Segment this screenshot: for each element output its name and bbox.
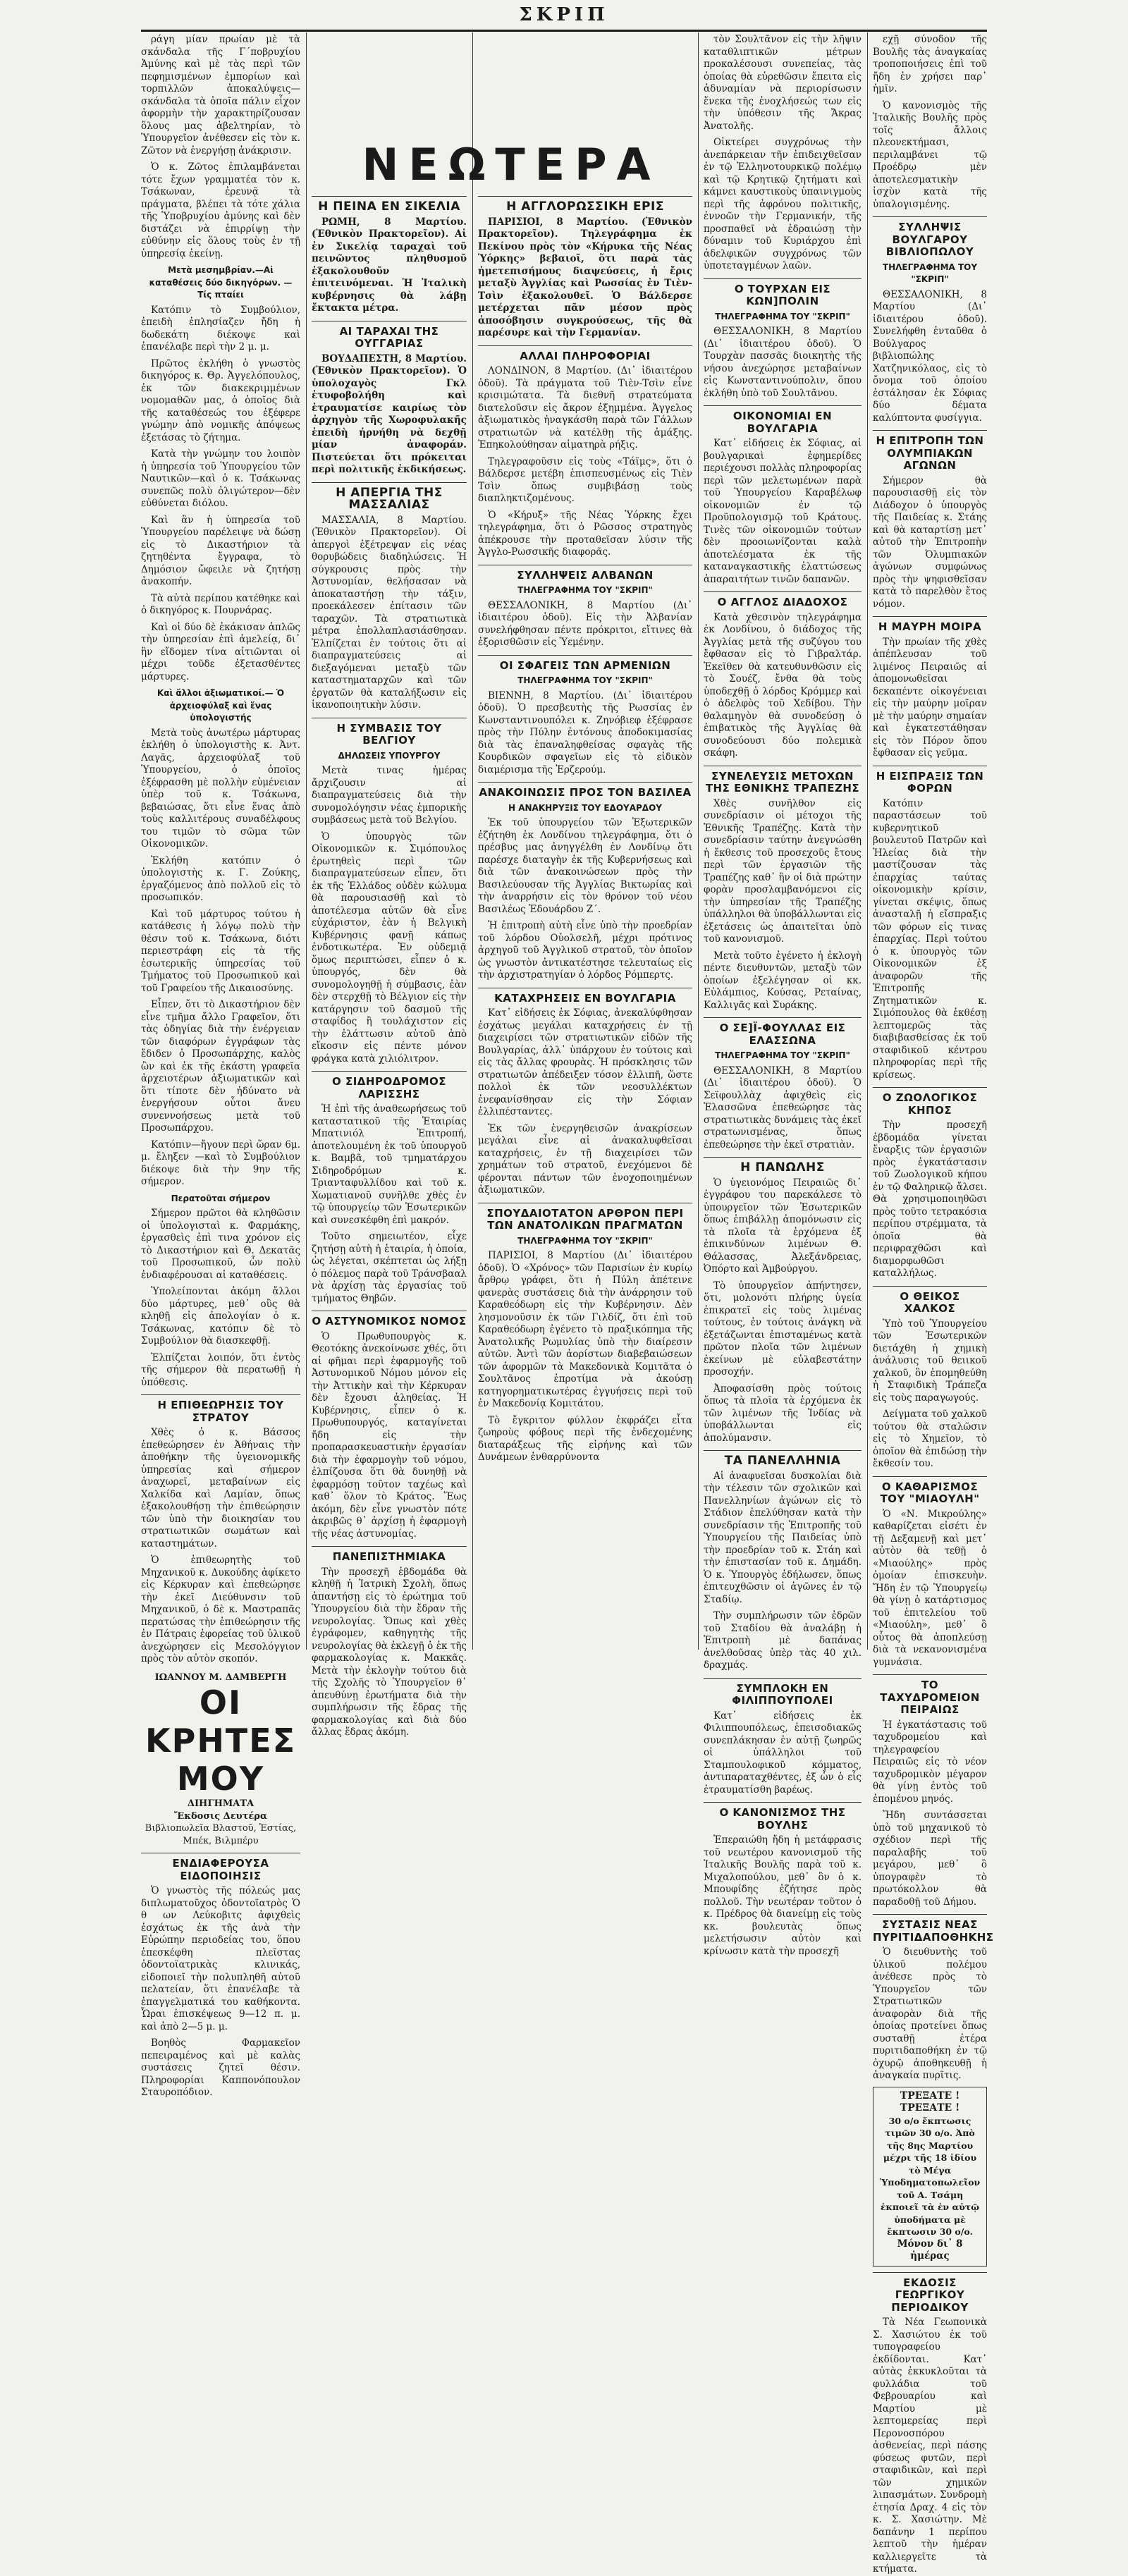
- paragraph: Κατ᾿ εἰδήσεις ἐκ Φιλιππουπόλεως, ἐπεισοδιακῶς συνεπλάκησαν ἐν αὐτῇ ζωηρῶς οἱ ὑπάλληλοι τοῦ Σταμπουλοφικοῦ κόμματος, ἀντιπαραταχθέντες, ἐξ ὧν ὁ εἷς ἐτραυματίσθη βαρέως.: [704, 1710, 862, 1796]
- article-heading: Ο ΣΕ]Ϊ-ΦΟΥΛΛΑΣ ΕΙΣ ΕΛΑΣΣΩΝΑ: [704, 1017, 862, 1047]
- paragraph: Ὁ γνωστὸς τῆς πόλεώς μας διπλωματοῦχος ὀδοντοϊατρὸς Ὁ θ ων Λεύκοβιτς ἀφιχθεὶς ἐσχάτως ἐκ τῆς ἀνὰ τὴν Εὐρώπην περιοδείας του, ὅπου ἐπεσκέφθη πλεῖστας ὀδοντοϊατρικὰς κλινικάς, εἰδοποιεῖ τὴν πολυπληθῆ αὐτοῦ πελατείαν, ὅτι ἐπανέλαβε τὰ ἐπαγγελματικά του καθήκοντα. Ὧραι ἐπισκέψεως 9—12 π. μ. καὶ ἀπὸ 2—5 μ. μ.: [141, 1885, 300, 2032]
- paragraph: Ἡ ἐπὶ τῆς ἀναθεωρήσεως τοῦ καταστατικοῦ τῆς Ἑταιρίας Μπατινιόλ Ἐπιτροπή, ἀποτελουμένη ἐκ τοῦ ὑπουργοῦ κ. Βαμβᾶ, τοῦ τμηματάρχου Σιδηροδρόμων κ. Τριανταφυλλίδου καὶ τοῦ κ. Χωματιανοῦ συνῆλθε χθὲς ἐν τῷ ὑπουργείῳ τῶν Ἐσωτερικῶν καὶ συνεσκέφθη ἐπὶ μακρόν.: [312, 1103, 467, 1226]
- paragraph: εχῇ σύνοδον τῆς Βουλῆς τὰς ἀναγκαίας τροποποιήσεις ἐπὶ τοῦ ἤδη ἐν χρήσει παρ᾿ ἡμῖν.: [873, 34, 987, 94]
- paragraph: Τοῦτο σημειωτέον, εἶχε ζητήσῃ αὐτὴ ἡ ἑταιρία, ἡ ὁποία, ὡς λέγεται, σκέπτεται ὡς λήξῃ ὁ πόλεμος παρὰ τοῦ Τράνσβααλ νὰ ἀρχίσῃ τὰς ἐργασίας τοῦ τμήματος Θηβῶν.: [312, 1231, 467, 1304]
- paragraph: Καὶ τοῦ μάρτυρος τούτου ἡ κατάθεσις ἡ λόγῳ πολὺ τὴν θέσιν τοῦ κ. Τσάκωνα, διότι περιεστράφη εἰς τὰ τῆς ἐσωτερικῆς ὑπηρεσίας τοῦ Τμήματος τοῦ Προσωπικοῦ καὶ τοῦ Γραφείου τῆς Δικαιοσύνης.: [141, 908, 300, 994]
- column-5: [873, 34, 994, 2575]
- article-heading: ΣΥΜΠΛΟΚΗ ΕΝ ΦΙΛΙΠΠΟΥΠΟΛΕΙ: [704, 1678, 862, 1707]
- paragraph: Ὁ ὑγειονόμος Πειραιῶς δι᾿ ἐγγράφου του παρεκάλεσε τὸ ὑπουργεῖον τῶν Ἐσωτερικῶν ὅπως ἐπιβάλλῃ ἀπομόνωσιν εἰς τὰ πλοῖα τὰ ἐρχόμενα ἐξ ἐπικινδύνων λιμένων Θ. Θάλασσας, Ἀλεξάνδρειας, Ὀπόρτο καὶ Ἀμβούργου.: [704, 1177, 862, 1275]
- paragraph: Ἡ ἐπιτροπὴ αὐτὴ εἶνε ὑπὸ τὴν προεδρίαν τοῦ λόρδου Οὐολσελῆ, μέχρι πρότινος ἀρχηγοῦ τοῦ Ἀγγλικοῦ στρατοῦ, τὸν ὁποῖον ὡς γνωστὸν ἀντικατέστησε τελευταίως εἰς τὴν ἀρχιστρατηγίαν ὁ λόρδος Ρόμπερτς.: [478, 920, 692, 981]
- paragraph: ΒΟΥΔΑΠΕΣΤΗ, 8 Μαρτίου. (Ἐθνικὸν Πρακτορεῖον). Ὁ ὑπολοχαγὸς Γκλ ἐτυφοβολήθη καὶ ἐτραυματίσε καιρίως τὸν ἀρχηγὸν τῆς Χωροφυλακῆς ἐπειδὴ ἠρνήθη νὰ δεχθῇ μίαν ἀναφοράν. Πιστεύεται ὅτι πρόκειται περὶ πολιτικῆς ἐκδικήσεως.: [312, 352, 467, 475]
- article-heading: ΟΙ ΣΦΑΓΕΙΣ ΤΩΝ ΑΡΜΕΝΙΩΝ: [478, 655, 692, 673]
- article-heading: Η ΑΓΓΛΟΡΩΣΣΙΚΗ ΕΡΙΣ: [478, 196, 692, 214]
- paragraph: ΠΑΡΙΣΙΟΙ, 8 Μαρτίου. (Ἐθνικὸν Πρακτορεῖον). Τηλεγράφημα ἐκ Πεκίνου πρὸς τὸν «Κήρυκα τῆς Νέας Ὑόρκης» βεβαιοῖ, ὅτι παρὰ τὰς ἡμετεπισήμους διαψεύσεις, ἡ ἔρις μεταξὺ Ἀγγλίας καὶ Ρωσσίας ἐν Τιὲν-Τσὶν ἐξακολουθεῖ. Ὁ Βάλδερσε μετέρχεται πᾶν μέσον πρὸς ἀποσόβησιν συγκρούσεως, τῆς θὰ παρέσυρε καὶ τὴν Γερμανίαν.: [478, 216, 692, 338]
- paragraph: Ὑπὸ τοῦ Ὑπουργείου τῶν Ἐσωτερικῶν διετάχθη ἡ χημικὴ ἀνάλυσις τοῦ θειικοῦ χαλκοῦ, ὃν ἐπομηθεύθη ἡ Σταφιδικὴ Τράπεζα εἰς τοὺς παραγωγούς.: [873, 1318, 987, 1404]
- article-heading: Ο ΤΟΥΡΧΑΝ ΕΙΣ ΚΩΝ]ΠΟΛΙΝ: [704, 278, 862, 308]
- article-heading: Ο ΣΙΔΗΡΟΔΡΟΜΟΣ ΛΑΡΙΣΣΗΣ: [312, 1071, 467, 1100]
- paragraph: τὸν Σουλτᾶνον εἰς τὴν λῆψιν καταθλιπτικῶν μέτρων προκαλέσουσι συνεπείας, τὰς ὁποίας θὰ εὑρεθῶσιν ἔπειτα εἰς ἀδυναμίαν νὰ περιορίσωσιν ἕνεκα τῆς ἐνοχλήσεώς των εἰς τὴν ὑπόθεσιν τῆς Ἄκρας Ἀνατολῆς.: [704, 34, 862, 132]
- paragraph: Ἡ ἐγκατάστασις τοῦ ταχυδρομείου καὶ τηλεγραφείου Πειραιῶς εἰς τὸ νέον ταχυδρομικὸν μέγαρον θὰ γίνῃ ἐντὸς τοῦ ἐπομένου μηνός.: [873, 1719, 987, 1805]
- paragraph: Τὸ ὑπουργεῖον ἀπήντησεν, ὅτι, μολονότι πλήρης ὑγεία ἐπικρατεῖ εἰς τοὺς λιμένας τούτους, ἐν τούτοις ἀνάγκη νὰ ἐξετάζωνται ἐπισταμένως κατὰ πρῶτον πλοῖα τῶν λιμένων ἐκείνων μὲ εὐλαβεστάτην προσοχήν.: [704, 1280, 862, 1378]
- paragraph: Ὁ διευθυντὴς τοῦ ὑλικοῦ πολέμου ἀνέθεσε πρὸς τὸ Ὑπουργεῖον τῶν Στρατιωτικῶν ἀναφορὰν διὰ τῆς ὁποίας προτείνει ὅπως συσταθῇ ἑτέρα πυριτιδαποθήκη ἐν τῷ ὀχυρῷ ἀποθηκευθῇ ἡ ἀναγκαία πυρῖτις.: [873, 1946, 987, 2081]
- masthead: ΣΚΡΙΠ: [519, 4, 609, 25]
- paragraph: Ὁ «Κήρυξ» τῆς Νέας Ὑόρκης ἔχει τηλεγράφημα, ὅτι ὁ Ρῶσσος στρατηγὸς ἀπέκρουσε τὴν προταθεῖσαν λύσιν τῆς Ἀγγλο-Ρωσσικῆς διαφορᾶς.: [478, 509, 692, 558]
- paragraph: Ἐπεραιώθη ἤδη ἡ μετάφρασις τοῦ νεωτέρου κανονισμοῦ τῆς Ἰταλικῆς Βουλῆς παρὰ τοῦ κ. Μιχαλοπούλου, μεθ᾿ ὃν ὁ κ. Μπουφίδης ἐζήτησε πρὸς πολλοῦ. Τὴν νεωτέραν τοῦτον ὁ κ. Πρέδρος θὰ διανείμῃ εἰς τοὺς κκ. βουλευτὰς ὅπως μελετήσωσιν αὐτὸν καὶ κρίνωσιν κατὰ τὴν προσεχῆ: [704, 1834, 862, 1957]
- paragraph: Χθὲς ὁ κ. Βάσσος ἐπεθεώρησεν ἐν Ἀθήναις τὴν ἀποθήκην τῆς ὑγειονομικῆς ὑπηρεσίας καὶ σήμερον ἀναχωρεῖ, μεταβαίνων εἰς Χαλκίδα καὶ Λαμίαν, ὅπως ἐξακολουθήσῃ τὴν ἐπιθεώρησιν τῶν ὑπὸ τὴν διοικησίαν του στρατιωτικῶν σωμάτων καὶ καταστημάτων.: [141, 1427, 300, 1550]
- article-heading: ΕΚΔΟΣΙΣ ΓΕΩΡΓΙΚΟΥ ΠΕΡΙΟΔΙΚΟΥ: [873, 2272, 987, 2314]
- novel-author: ΙΩΑΝΝΟΥ Μ. ΔΑΜΒΕΡΓΗ: [154, 1672, 287, 1683]
- paragraph: Εἶπεν, ὅτι τὸ Δικαστήριον δὲν εἶνε τμῆμα ἄλλο Γραφεῖον, ὅτι τὰς ὁδηγίας διὰ τὴν ἐνέργειαν τῶν διαφόρων ἐγγράφων τὰς ἔδιδεν ὁ Προσωπάρχης, καλὸς ὢν καὶ ἐκ τῆς ἐκάστη γραφεῖα ἀρχειοτέρων ἀξιωματικῶν καὶ ὅτι τίποτε δὲν ἠδύνατο νὰ ἐνεργήσουν οὗτοι ἄνευ συνεννοήσεως μετὰ τοῦ Προσωπάρχου.: [141, 999, 300, 1134]
- paragraph: Αἱ ἀναφυεῖσαι δυσκολίαι διὰ τὴν τέλεσιν τῶν σχολικῶν καὶ Πανελληνίων ἀγώνων εἰς τὸ Στάδιον ἐπελύθησαν κατὰ τὴν συνεδρίασιν τῆς Ἐπιτροπῆς τοῦ Ὑπουργείου τῆς Παιδείας ὑπὸ τὴν προεδρίαν τοῦ κ. Στάη καὶ τὴν ἐπιστασίαν τοῦ κ. Δημάδη. Ὁ κ. Ὑπουργὸς ἐδήλωσεν, ὅπως ἐπιτευχθῶσιν οἱ ἀγῶνες ἐν τῷ Σταδίῳ.: [704, 1470, 862, 1605]
- paragraph: Κατὰ χθεσινὸν τηλεγράφημα ἐκ Λονδίνου, ὁ διάδοχος τῆς Ἀγγλίας μετὰ τῆς συζύγου του ἔφθασαν εἰς τὸ Γιβραλτάρ. Ἐκεῖθεν θὰ κατευθυνθῶσιν εἰς τὸ Σουέζ, ἔνθα θὰ τοὺς ὑποδεχθῇ ὁ λόρδος Κρόμμερ καὶ ὁ ἀδελφὸς τοῦ Χεδίβου. Τὴν θαλαμηγὸν θὰ συνοδεύσῃ ὁ ἐπιβατικὸς τῆς Ἀγγλίας θὰ συνοδεύουσι δύο πολεμικὰ σκάφη.: [704, 611, 862, 759]
- article-heading: Ο ΑΓΓΛΟΣ ΔΙΑΔΟΧΟΣ: [704, 591, 862, 609]
- column-divider: [472, 32, 473, 1650]
- article-heading: Ο ΑΣΤΥΝΟΜΙΚΟΣ ΝΟΜΟΣ: [312, 1311, 467, 1328]
- advertisement-box: [873, 2087, 987, 2267]
- subheading: Περατοῦται σήμερον: [171, 1193, 271, 1203]
- paragraph: Ὁ κανονισμὸς τῆς Ἰταλικῆς Βουλῆς πρὸς τοῖς ἄλλοις πλεονεκτήμασι, περιλαμβάνει τῷ Προέδρῳ μὲν ἀποτελεσματικὴν ἰσχὺν κατὰ τῆς ὑπαλογισμένης.: [873, 99, 987, 210]
- article-heading: ΣΥΛΛΗΨΕΙΣ ΑΛΒΑΝΩΝ: [478, 565, 692, 582]
- article-heading: ΚΑΤΑΧΡΗΣΕΙΣ ΕΝ ΒΟΥΛΓΑΡΙΑ: [478, 988, 692, 1005]
- article-heading: ΤΑ ΠΑΝΕΛΛΗΝΙΑ: [704, 1450, 862, 1468]
- article-subheading: ΤΗΛΕΓΡΑΦΗΜΑ ΤΟΥ "ΣΚΡΙΠ": [715, 311, 850, 321]
- paragraph: ΛΟΝΔΙΝΟΝ, 8 Μαρτίου. (Δι᾿ ἰδιαιτέρου ὁδοῦ). Τὰ πράγματα τοῦ Τιὲν-Τσὶν εἶνε κρισιμώτατα. Τὰ διεθνῆ στρατεύματα διατελοῦσιν εἰς ἄκρον ἐξημμένα. Ἀγγελος ἀξιωματικὸς ἠναγκάσθη παρὰ τῶν Γάλλων στρατιωτῶν νὰ κατέλθῃ τῆς ἁμάξης. Ἐπηκολούθησαν αἱματηρὰ ρήξις.: [478, 365, 692, 450]
- article-heading: Η ΕΠΙΘΕΩΡΗΣΙΣ ΤΟΥ ΣΤΡΑΤΟΥ: [141, 1394, 300, 1424]
- article-heading: ΣΠΟΥΔΑΙΟΤΑΤΟΝ ΑΡΘΡΟΝ ΠΕΡΙ ΤΩΝ ΑΝΑΤΟΛΙΚΩΝ ΠΡΑΓΜΑΤΩΝ: [478, 1203, 692, 1232]
- paragraph: Ὁ ἐπιθεωρητὴς τοῦ Μηχανικοῦ κ. Δυκούδης ἀφίκετο εἰς Κέρκυραν καὶ ἐπεθεώρησε τὴν ἐκεῖ Διεύθυνσιν τοῦ Μηχανικοῦ, ὁ δὲ κ. Μαστραπᾶς περατώσας τὴν ἐπιθεώρησιν τῆς ἐν Πάτραις ἐφορείας τοῦ ὑλικοῦ ἀνεχώρησεν εἰς Μεσολόγγιον πρὸς τὸν αὐτὸν σκοπόν.: [141, 1554, 300, 1664]
- article-subheading: ΤΗΛΕΓΡΑΦΗΜΑ ΤΟΥ "ΣΚΡΙΠ": [882, 262, 978, 284]
- paragraph: ΒΙΕΝΝΗ, 8 Μαρτίου. (Δι᾿ ἰδιαιτέρου ὁδοῦ). Ὁ πρεσβευτὴς τῆς Ρωσσίας ἐν Κωνσταντινουπόλει κ. Ζηνόβιεφ ἐξέφρασε πρὸς τὴν Πύλην ἐντόνους ἀποδοκιμασίας διὰ τὰς ἐπαναληφθείσας σφαγὰς τῆς Κουρδικῶν σφαγεῖων εἰς τὸ εἰδικὸν διαμέρισμα τῆς Ἐρζερούμ.: [478, 689, 692, 775]
- paragraph: Ἐκλήθη κατόπιν ὁ ὑπολογιστὴς κ. Γ. Ζούκης, ἐργαζόμενος ἀπὸ πολλοῦ εἰς τὸ προσωπικόν.: [141, 854, 300, 903]
- paragraph: Ὁ κ. Ζῶτος ἐπιλαμβάνεται τότε ἔχων γραμματέα τὸν κ. Τσάκωναν, ἐρευνᾷ τὰ πράγματα, βλέπει τὰ τότε χάλια τῆς Ὑποβρυχίου ἀμύνης καὶ δὲν διστάζει νὰ ἐπιρρίψῃ τὴν εὐθύνην εἰς ὅλους τοὺς ἐν τῇ ὑπηρεσίᾳ ἐκείνῃ.: [141, 161, 300, 259]
- paragraph: Καὶ οἱ δύο δὲ ἐκάκισαν ἁπλῶς τὴν ὑπηρεσίαν ἐπὶ ἀμελείᾳ, δι᾿ ἣν εἴδομεν τίνα αἰτιῶνται οἱ μέχρι τοῦδε ἐξετασθέντες μάρτυρες.: [141, 621, 300, 682]
- paragraph: ΘΕΣΣΑΛΟΝΙΚΗ, 8 Μαρτίου (Δι᾿ ἰδιαιτέρου ὁδοῦ). Ὁ Τουρχὰν πασσᾶς διοικητὴς τῆς νήσου ἀνεχώρησε μεταβαίνων εἰς Κωνσταντινούπολιν, ὅπου ἐκλήθη ὑπὸ τοῦ Σουλτᾶνου.: [704, 326, 862, 399]
- paragraph: Ἤδη συντάσσεται ὑπὸ τοῦ μηχανικοῦ τὸ σχέδιον περὶ τῆς παραλαβῆς τοῦ μεγάρου, μεθ᾿ ὃ ὑπογραφὲν τὸ πρωτόκολλον θὰ παραδοθῇ τοῦ Δήμου.: [873, 1810, 987, 1908]
- paragraph: Ὁ ὑπουργὸς τῶν Οἰκονομικῶν κ. Σιμόπουλος ἐρωτηθεὶς περὶ τῶν διαπραγματεύσεων εἶπεν, ὅτι ἐκ τῆς Ἑλλάδος οὐδὲν κώλυμα θὰ παρουσιασθῇ καὶ τὸ ἀποτέλεσμα αὐτῶν θὰ εἶνε εὐχάριστον, ἐὰν ἡ Βελγικὴ Κυβέρνησις φανῇ κάπως ἐνδοτικωτέρα. Ἐν οὐδεμιᾷ ὅμως περιπτώσει, εἶπεν ὁ κ. ὑπουργός, δὲν θὰ συνομολογηθῇ ἡ σύμβασις, ἐὰν δὲν στερχθῇ τὸ Βέλγιον εἰς τὴν κατάργησιν τοῦ δασμοῦ τῆς σταφίδος ἢ τουλάχιστον εἰς τὴν ἐλάττωσιν αὐτοῦ ἀπὸ εἴκοσιν εἰς πέντε μόνον φράγκα κατὰ χιλιόλιτρον.: [312, 830, 467, 1065]
- article-subheading: ΤΗΛΕΓΡΑΦΗΜΑ ΤΟΥ "ΣΚΡΙΠ": [715, 1050, 850, 1060]
- column-divider: [698, 32, 699, 1650]
- article-heading: ΑΝΑΚΟΙΝΩΣΙΣ ΠΡΟΣ ΤΟΝ ΒΑΣΙΛΕΑ: [478, 782, 692, 799]
- column-divider: [306, 32, 307, 1650]
- paragraph: Σήμερον πρῶτοι θὰ κληθῶσιν οἱ ὑπολογισταὶ κ. Φαρμάκης, ἐργασθεὶς ἐπὶ τινα χρόνον εἰς τὸ Δικαστήριον καὶ Θ. Δεκατᾶς τοῦ Προσωπικοῦ, ὧν πολὺ ἐνδιαφέρουσαι αἱ καταθέσεις.: [141, 1208, 300, 1281]
- paragraph: Ἐκ τοῦ ὑπουργείου τῶν Ἐξωτερικῶν ἐζήτηθη ἐκ Λονδίνου τηλεγράφημα, ὅτι ὁ πρέσβυς μας ἀνηγγέλθη ἐν Λονδίνῳ ὅτι παρέσχε διαταγὴν ἐκ τῆς Κυβερνήσεως καὶ διὰ τῶν ἀνακοινώσεων πρὸς τὴν Βασιλεύουσαν τῆς Ἀγγλίας Βικτωρίας καὶ τὴν ἀναρρήσιν εἰς τὸν θρόνον τοῦ νέου Βασιλέως Ἐδουάρδου Ζ΄.: [478, 817, 692, 915]
- article-heading: ΟΙΚΟΝΟΜΙΑΙ ΕΝ ΒΟΥΛΓΑΡΙΑ: [704, 405, 862, 435]
- advertisement-text: 30 ο/ο ἔκπτωσις τιμῶν 30 ο/ο. Ἀπὸ τῆς 8ης Μαρτίου μέχρι τῆς 18 ἰδίου τὸ Μέγα Ὑποδηματοπωλεῖον τοῦ Α. Τσάμη ἐκποιεῖ τὰ ἐν αὐτῷ ὑποδήματα μὲ ἔκπτωσιν 30 ο/ο.: [879, 2115, 981, 2237]
- paragraph: Κατόπιν—ἤγουν περὶ ὥραν 6μ. μ. ἔληξεν —καὶ τὸ Συμβούλιον διέκοψε διὰ τὴν 9ην τῆς σήμερον.: [141, 1139, 300, 1187]
- novel-subtitle: ΔΙΗΓΗΜΑΤΑ: [187, 1798, 255, 1809]
- paragraph: Κατ᾿ εἰδήσεις ἐκ Σόφιας, ἀνεκαλύφθησαν ἐσχάτως μεγάλαι καταχρήσεις ἐν τῇ διαχειρίσει τῶν στρατιωτικῶν εἰδῶν τῆς Βουλγαρίας, ἀλλ᾿ ὑπάρχουν ἐν τούτοις καὶ εἰς τὰς ἄλλας φρουρὰς. Ἡ πρόσκλησις τῶν στρατιωτῶν ἀπέδειξεν τόσον ἐλλιπῆ, ὥστε πολλοὶ ἐκ τῶν νεοσυλλέκτων ἐνεφανίσθησαν εἰς τὴν Σόφιαν ἐλλιπέσταντες.: [478, 1007, 692, 1117]
- article-heading: Η ΕΙΣΠΡΑΞΙΣ ΤΩΝ ΦΟΡΩΝ: [873, 766, 987, 795]
- subheading: Μετὰ μεσημβρίαν.—Αἱ καταθέσεις δύο δικηγόρων. — Τίς πταίει: [149, 265, 293, 300]
- article-subheading: ΤΗΛΕΓΡΑΦΗΜΑ ΤΟΥ "ΣΚΡΙΠ": [517, 585, 653, 595]
- article-heading: Ο ΖΩΟΛΟΓΙΚΟΣ ΚΗΠΟΣ: [873, 1087, 987, 1117]
- paragraph: ράγη μίαν πρωίαν μὲ τὰ σκάνδαλα τῆς Γ΄ποβρυχίου Ἀμύνης καὶ μὲ τὰς περὶ τῶν πεφημισμένων ἐμπορίων καὶ τορπιλλῶν ἀποκαλύψεις—σκάνδαλα τὰ ὁποῖα πάλιν εἶχον ἀφορμὴν τὴν χαρακτηρίζουσαν ὅλους μας ἀβελτηρίαν, τὸ Ὑπουργεῖον ἀνέθεσεν εἰς τὸν κ. Ζῶτον νὰ ἐνεργήσῃ ἀνάκρισιν.: [141, 34, 300, 157]
- paragraph: ΜΑΣΣΑΛΙΑ, 8 Μαρτίου. (Ἐθνικὸν Πρακτορεῖον). Οἱ ἀπεργοὶ ἐξέτρεψαν εἰς νέας θορυβώδεις διαδηλώσεις. Ἡ σύγκρουσις πρὸς τὴν Ἀστυνομίαν, θελήσασαν νὰ ἀποκαταστήσῃ τὴν τάξιν, προεκάλεσεν ἐπίτασιν τῶν ταραχῶν. Τὰ στρατιωτικὰ μέτρα ἐπολλαπλασιάσθησαν. Ἐλπίζεται ἐν τούτοις ὅτι αἱ διαπραγματεύσεις αἱ διεξαγόμεναι μεταξὺ τῶν καταστηματαρχῶν καὶ τῶν ἐργατῶν θὰ καταλήξωσιν εἰς ἱκανοποιητικὴν λύσιν.: [312, 514, 467, 711]
- paragraph: Τὴν προσεχῆ ἑβδομάδα θὰ κληθῇ ἡ Ἰατρικὴ Σχολὴ, ὅπως ἀπαντήσῃ εἰς τὸ ἐρώτημα τοῦ Ὑπουργείου διὰ τὴν ἔδραν τῆς νευρολογίας. Ὅπως καὶ χθὲς ἐγράφομεν, καθηγητὴς τῆς νευρολογίας θὰ ἐκλεγῇ ὁ ἐκ τῆς φαρμακολογίας κ. Μακκᾶς. Μετὰ τὴν ἐκλογὴν τούτου διὰ τῆς Σχολῆς τὸ Ὑπουργεῖον θ᾿ ἀπευθύνῃ ἐρωτήματα διὰ τὴν συμπλήρωσιν τῆς ἔδρας τῆς φαρμακολογίας καὶ διὰ δύο ἄλλας ἕδρας ἀκόμη.: [312, 1566, 467, 1738]
- paragraph: Τὸ ἔγκριτον φύλλον ἐκφράζει εἶτα ζωηροὺς φόβους περὶ τῆς ἐνδεχομένης διαταράξεως τῆς εἰρήνης καὶ τῶν Δυνάμεων ἐνθαρρύνοντα: [478, 1414, 692, 1463]
- article-subheading: ΔΗΛΩΣΕΙΣ ΥΠΟΥΡΓΟΥ: [338, 750, 441, 761]
- paragraph: Δείγματα τοῦ χαλκοῦ τούτου θὰ σταλῶσιν εἰς τὸ Χημεῖον, τὸ ὁποῖον θὰ ἐπιδώσῃ τὴν ἔκθεσίν του.: [873, 1409, 987, 1469]
- article-heading: Ο ΘΕΙΚΟΣ ΧΑΛΚΟΣ: [873, 1286, 987, 1315]
- paragraph: Κατόπιν τὸ Συμβούλιον, ἐπειδὴ ἐπλησίαζεν ἤδη ἡ δωδεκάτη διέκοψε καὶ ἐπανέλαβε περὶ τὴν 2 μ. μ.: [141, 304, 300, 352]
- article-heading: ΣΥΝΕΛΕΥΣΙΣ ΜΕΤΟΧΩΝ ΤΗΣ ΕΘΝΙΚΗΣ ΤΡΑΠΕΖΗΣ: [704, 766, 862, 795]
- paragraph: Καὶ ἂν ἡ ὑπηρεσία τοῦ Ὑπουργείου παρέλειψε νὰ δώσῃ εἰς τὸ Δικαστήριον τὰ ζητηθέντα ἔγγραφα, τὸ Δημόσιον ὤφειλε νὰ ζητήσῃ ἀνακοπήν.: [141, 514, 300, 587]
- paragraph: Ὁ Πρωθυπουργὸς κ. Θεοτόκης ἀνεκοίνωσε χθές, ὅτι αἱ φῆμαι περὶ ἐφαρμογῆς τοῦ Ἀστυνομικοῦ Νόμου μόνον εἰς τὴν Ἀττικὴν καὶ τὴν Κέρκυραν δὲν ἔχουσι ἀληθείας. Ἡ Κυβέρνησις, εἶπεν ὁ κ. Πρωθυπουργός, καταγίνεται ἤδη εἰς τὴν προπαρασκευαστικὴν ἐργασίαν διὰ τὴν ἐφαρμογὴν τοῦ νόμου, ἐλπίζουσα ὅτι θὰ δυνηθῇ νὰ ἐφαρμόσῃ τοῦτον ταχέως καὶ καθ᾿ ὅλον τὸ Κράτος. Ἕως ἀκόμη, δὲν εἶνε γνωστὸν πότε ἀκριβῶς θ᾿ ἀρχίσῃ ἡ ἐφαρμογὴ τῆς νέας ἀστυνομίας.: [312, 1330, 467, 1540]
- article-heading: Η ΠΑΝΩΛΗΣ: [704, 1157, 862, 1174]
- paragraph: Οἰκτείρει συγχρόνως τὴν ἀνεπάρκειαν τῆν ἐπιδειχθεῖσαν ἐν τῷ Ἑλληνοτουρκικῷ πολέμῳ καὶ τῷ Κρητικῷ ζητήματι καὶ κάμνει καυστικοὺς ὑπαινιγμοὺς περὶ τῆς ἀφρόνου πολιτικῆς, ἐννοῶν τὴν Γερμανικήν, τῆς προσπαθεῖ νὰ ἑδραιώσῃ τὴν δύναμιν τοῦ Κυριάρχου ἐπὶ ἀδελφικῶν συγχρόνως τῶν ὑποτεταγμένων λαῶν.: [704, 137, 862, 271]
- novel-edition: Ἔκδοσις Δευτέρα: [174, 1810, 267, 1822]
- article-heading: ΑΛΛΑΙ ΠΛΗΡΟΦΟΡΙΑΙ: [478, 345, 692, 363]
- paragraph: ΠΑΡΙΣΙΟΙ, 8 Μαρτίου (Δι᾿ ἰδιαιτέρου ὁδοῦ). Ὁ «Χρόνος» τῶν Παρισίων ἐν κυρίῳ ἄρθρῳ γράφει, ὅτι ἡ Πύλη ἀπέτεινε φανερὰς συστάσεις διὰ τὴν ἀνάρρησιν τοῦ Καραθεόδωρη εἰς τὴν Κυβέρνησιν. Δὲν λησμονοῦσιν ἐκ τῶν Γιλδίζ, ὅτι ἐπὶ τοῦ Καραθεόδωρη ἐγένετο τὸ πραξικόπημα τῆς Ἀνατολικῆς Ρωμυλίας ὑπὸ τὴν διαίρεσιν αὐτῶν. Ἀντὶ τῶν ἀορίστων διαβεβαιώσεων τῶν ἀφορμῶν τὰ Μακεδονικὰ Κομιτᾶτα ὁ Σουλτᾶνος ἐπροτίμα νὰ ἀκούσῃ κατηγορηματικωτέρας ἐγγυήσεις περὶ τοῦ ἐν Μακεδονίᾳ Κομιτάτου.: [478, 1250, 692, 1409]
- article-heading: Ο ΚΑΝΟΝΙΣΜΟΣ ΤΗΣ ΒΟΥΛΗΣ: [704, 1802, 862, 1832]
- masthead-rule: [141, 30, 987, 32]
- paragraph: ΡΩΜΗ, 8 Μαρτίου. (Ἐθνικὸν Πρακτορεῖον). Αἱ ἐν Σικελίᾳ ταραχαὶ τοῦ πεινῶντος πληθυσμοῦ ἐξακολουθοῦν ἐπιτεινόμεναι. Ἡ Ἰταλικὴ κυβέρνησις θὰ λάβῃ ἔκτακτα μέτρα.: [312, 216, 467, 314]
- paragraph: Ὑπολείπονται ἀκόμη ἄλλοι δύο μάρτυρες, μεθ᾿ οὓς θὰ κληθῇ εἰς ἀπολογίαν ὁ κ. Τσάκωνας, κατόπιν δὲ τὸ Συμβούλιον θὰ διασκεφθῇ.: [141, 1286, 300, 1347]
- paragraph: Τὰ Νέα Γεωπονικὰ Σ. Χασιώτου ἐκ τοῦ τυπογραφείου ἐκδίδονται. Κατ᾿ αὐτὰς ἐκκυκλοῦται τὰ φυλλάδια τοῦ Φεβρουαρίου καὶ Μαρτίου μὲ λεπτομερείας περὶ Περονοσπόρου ἀσθενείας, περὶ πάσης φύσεως φυτῶν, περὶ σταφιδικῶν, καὶ περὶ τῶν χημικῶν λιπασμάτων. Συνδρομὴ ἐτησία Δραχ. 4 εἰς τὸν κ. Σ. Χασιώτην. Μὲ δαπάνην 1 περίπου λεπτοῦ τὴν ἡμέραν καλλιεργεῖτε τὰ κτήματα.: [873, 2317, 987, 2575]
- advertisement-tail: Μόνον δι᾿ 8 ἡμέρας: [897, 2238, 963, 2262]
- advertisement-title: ΤΡΕΞΑΤΕ ! ΤΡΕΞΑΤΕ !: [900, 2090, 960, 2114]
- paragraph: Μετὰ τοὺς ἀνωτέρω μάρτυρας ἐκλήθη ὁ ὑπολογιστὴς κ. Ἀντ. Λαγᾶς, ἀρχειοφύλαξ τοῦ Ὑπουργείου, ὁ ὁποῖος ἐξέφρασθη μὲ πολλὴν εὐμένειαν ὑπὲρ τοῦ κ. Τσάκωνα, βεβαιώσας, ὅτι εἶνε ἕνας ἀπὸ τοὺς καλλιτέρους συναδέλφους του τιμῶν τὸ σῶμα τῶν Οἰκονομικῶν.: [141, 727, 300, 850]
- paragraph: Κατ᾿ εἰδήσεις ἐκ Σόφιας, αἱ βουλγαρικαὶ ἐφημερίδες περιέχουσι πολλὰς πληροφορίας περὶ τῶν μελετωμένων παρὰ τοῦ Ὑπουργείου Καραβέλωφ οἰκονομιῶν ἐν τῷ Προϋπολογισμῷ τοῦ Κράτους. Τινὲς τῶν οἰκονομιῶν τούτων δὲν προοιωνίζονται καλὰ ἀποτελέσματα ἐκ τῆς καταναγκαστικῆς ἐλαττώσεως ἀπαραιτήτων τινῶν δαπανῶν.: [704, 438, 862, 585]
- subheading: Καὶ ἄλλοι ἀξιωματικοί.— Ὁ ἀρχειοφύλαξ καὶ ἕνας ὑπολογιστής: [157, 688, 285, 723]
- column-4: [704, 34, 862, 1957]
- paragraph: Βοηθὸς Φαρμακεῖον πεπειραμένος καὶ μὲ καλὰς συστάσεις ζητεῖ θέσιν. Πληροφορίαι Καππονόπουλον Σταυροπόδιον.: [141, 2037, 300, 2098]
- paragraph: Τηλεγραφοῦσιν εἰς τοὺς «Τάϊμς», ὅτι ὁ Βάλδερσε μετέβη ἐπισπευσμένως εἰς Τιὲν Τσὶν ὅπως συμβιβάσῃ τοὺς διαπληκτιζομένους.: [478, 455, 692, 504]
- column-1: [141, 34, 300, 2098]
- article-heading: Η ΜΑΥΡΗ ΜΟΙΡΑ: [873, 616, 987, 634]
- paragraph: Ὁ «Ν. Μικρούλης» καθαρίζεται εἰσέτι ἐν τῇ Δεξαμενῇ καὶ μετ᾿ αὐτὸν θὰ τεθῇ ὁ «Μιαούλης» πρὸς ὁμοίαν ἐπισκευὴν. Ἤδη ἐν τῷ Ὑπουργείῳ θὰ γίνῃ ὁ κατάρτισμος τοῦ ἐπιτελείου τοῦ «Μιαούλη», μεθ᾿ ὃ οὗτος θὰ ἀποπλεύσῃ διὰ τὰ νεκανονισμένα γυμνάσια.: [873, 1508, 987, 1668]
- paragraph: Χθὲς συνῆλθον εἰς συνεδρίασιν οἱ μέτοχοι τῆς Ἐθνικῆς Τραπέζης. Κατὰ τὴν συνεδρίασιν ταύτην ἀνεγνώσθη ἡ ἔκθεσις τοῦ προσεχοῦς ἔτους περὶ τῶν ἐργασιῶν τῆς Τραπέζης καθ᾿ ἣν οἱ διὰ πρώτην φορὰν προσλαμβανόμενοι εἰς τὴν ὑπηρεσίαν τῆς Τραπέζης ὑπάλληλοι θὰ ὑποβάλλωνται εἰς ἐξετάσεις ὡς ἀπαιτεῖται ὑπὸ τοῦ κανονισμοῦ.: [704, 797, 862, 945]
- article-heading: Η ΠΕΙΝΑ ΕΝ ΣΙΚΕΛΙΑ: [312, 196, 467, 214]
- article-subheading: ΤΗΛΕΓΡΑΦΗΜΑ ΤΟΥ "ΣΚΡΙΠ": [517, 675, 653, 685]
- paragraph: Ἀποφασίσθη πρὸς τούτοις ὅπως τὰ πλοῖα τὰ ἐρχόμενα ἐκ τῶν λιμένων τῆς Ἰνδίας νὰ ὑποβάλλωνται εἰς ἀπολύμανσιν.: [704, 1382, 862, 1444]
- article-heading: ΕΝΔΙΑΦΕΡΟΥΣΑ ΕΙΔΟΠΟΙΗΣΙΣ: [141, 1853, 300, 1882]
- column-divider: [867, 32, 868, 1650]
- article-heading: ΣΥΣΤΑΣΙΣ ΝΕΑΣ ΠΥΡΙΤΙΔΑΠΟΘΗΚΗΣ: [873, 1914, 987, 1944]
- paragraph: Μετὰ τινας ἡμέρας ἄρχιζουσιν αἱ διαπραγματεύσεις διὰ τὴν συνομολόγησιν νέας ἐμπορικῆς συμβάσεως μετὰ τοῦ Βελγίου.: [312, 765, 467, 826]
- article-subheading: ΤΗΛΕΓΡΑΦΗΜΑ ΤΟΥ "ΣΚΡΙΠ": [517, 1235, 653, 1246]
- paragraph: Τὴν συμπλήρωσιν τῶν ἐδρῶν τοῦ Σταδίου θὰ ἀναλάβῃ ἡ Ἐπιτροπὴ μὲ δαπάνας ἀνελθοῦσας ὑπὲρ τὰς 40 χιλ. δραχμάς.: [704, 1610, 862, 1671]
- paragraph: Πρῶτος ἐκλήθη ὁ γνωστὸς δικηγόρος κ. Θρ. Ἀγγελόπουλος, ἐκ τῶν διακεκριμμένων νομομαθῶν μας, ὁ ὁποῖος διὰ τῆς καταθέσεώς του ἐξέφερε γνώμην ἀπὸ νομικῆς ἀπόψεως ἐξετάσας τὸ ζήτημα.: [141, 357, 300, 443]
- article-heading: ΣΥΛΛΗΨΙΣ ΒΟΥΛΓΑΡΟΥ ΒΙΒΛΙΟΠΩΛΟΥ: [873, 216, 987, 259]
- paragraph: Μετὰ τοῦτο ἐγένετο ἡ ἐκλογὴ πέντε διευθυντῶν, μεταξὺ τῶν ὁποίων ἐξελέγησαν οἱ κκ. Εὐλάμπιος, Κούσας, Ρεταίνας, Καλλιγᾶς καὶ Συράκης.: [704, 950, 862, 1011]
- column-3: [478, 190, 692, 1648]
- article-heading: ΠΑΝΕΠΙΣΤΗΜΙΑΚΑ: [312, 1546, 467, 1564]
- article-heading: Ο ΚΑΘΑΡΙΣΜΟΣ ΤΟΥ "ΜΙΑΟΥΛΗ": [873, 1476, 987, 1506]
- novel-publishers: Βιβλιοπωλεῖα Βλαστοῦ, Ἑστίας, Μπέκ, Βιλμπέρυ: [145, 1823, 297, 1846]
- paragraph: Σήμερον θὰ παρουσιασθῇ εἰς τὸν Διάδοχον ὁ ὑπουργὸς τῆς Παιδείας κ. Στάης καὶ θὰ καταρτίσῃ μετ᾿ αὐτοῦ τὴν Ἐπιτροπὴν τῶν Ὀλυμπιακῶν ἀγώνων συμφώνως πρὸς τὴν ψηφισθεῖσαν κατὰ τὸ παρελθὸν ἔτος νόμον.: [873, 474, 987, 610]
- paragraph: ΘΕΣΣΑΛΟΝΙΚΗ, 8 Μαρτίου (Δι᾿ ἰδιαιτέρου ὁδοῦ). Συνελήφθη ἐνταῦθα ὁ Βούλγαρος βιβλιοπώλης Χατζηνικόλαος, εἰς τὸ ὄνομα τοῦ ὁποίου ἐστάλησαν ἐκ Σόφιας δύο δέματα καλύπτοντα φυσίγγια.: [873, 288, 987, 424]
- novel-title: ΟΙ ΚΡΗΤΕΣ ΜΟΥ: [145, 1683, 297, 1798]
- paragraph: Ἐλπίζεται λοιπόν, ὅτι ἐντὸς τῆς σήμερον θὰ περατωθῇ ἡ ὑπόθεσις.: [141, 1351, 300, 1388]
- paragraph: Τὴν πρωίαν τῆς χθὲς ἀπέπλευσαν τοῦ λιμένος Πειραιῶς αἱ ἀπομονωθεῖσαι δεκαπέντε οἰκογένειαι εἰς τὴν μαύρην μοῖραν μὲ τὴν μαύρην σημαίαν καὶ ἐγκατεστάθησαν εἰς τὸν Πόρον ὅπου ἔφθασαν εἰς γεῦμα.: [873, 636, 987, 759]
- paragraph: Κατόπιν παραστάσεων τοῦ κυβερνητικοῦ βουλευτοῦ Πατρῶν καὶ Ἠλείας διὰ τὴν μαστίζουσαν τὰς ἐπαρχίας ταύτας οἰκονομικὴν κρίσιν, γίνεται σκέψις, ὅπως ἀνασταλῇ ἡ εἴσπραξις τῶν φόρων εἰς τινας ἐπαρχίας. Περὶ τούτου ὁ κ. ὑπουργὸς τῶν Οἰκονομικῶν ἐξ ἀναφορῶν τῆς Ἐπιτροπῆς Ζητηματικῶν κ. Σιμόπουλος θὰ ἐκθέσῃ λεπτομερῶς τὰς διαβιβασθείσας ἐκ τοῦ σταφιδικοῦ κέντρου πληροφορίας περὶ τῆς κρίσεως.: [873, 797, 987, 1081]
- paragraph: Ἐκ τῶν ἐνεργηθεισῶν ἀνακρίσεων μεγάλαι εἶνε αἱ ἀνακαλυφθεῖσαι καταχρήσεις, ἐν τῇ διαχειρίσει τῶν χρημάτων τοῦ στρατοῦ, ἐνεχόμενοι δὲ φέρονται πάντων τῶν ἐνοχοποιημένων ἀξιωματικῶν.: [478, 1122, 692, 1196]
- article-heading: Η ΣΥΜΒΑΣΙΣ ΤΟΥ ΒΕΛΓΙΟΥ: [312, 718, 467, 747]
- section-title: ΝΕΩΤΕΡΑ: [362, 139, 661, 190]
- paragraph: Κατὰ τὴν γνώμην του λοιπὸν ἡ ὑπηρεσία τοῦ Ὑπουργείου τῶν Ναυτικῶν—καὶ ὁ κ. Τσάκωνας συνεπῶς πολὺ ὀλιγώτερον—δὲν εὐθύνεται διόλου.: [141, 448, 300, 509]
- paragraph: Τὰ αὐτὰ περίπου κατέθηκε καὶ ὁ δικηγόρος κ. Πουρνάρας.: [141, 592, 300, 616]
- article-subheading: Η ΑΝΑΚΗΡΥΞΙΣ ΤΟΥ ΕΔΟΥΑΡΔΟΥ: [508, 802, 662, 813]
- column-2: [312, 190, 467, 1738]
- paragraph: Τὴν προσεχῆ ἑβδομάδα γίνεται ἔναρξις τῶν ἐργασιῶν πρὸς ἐγκατάστασιν τοῦ Ζωολογικοῦ κήπου ἐν τῷ Φαληρικῷ ἄλσει. Θὰ χρησιμοποιηθῶσι πρὸς τοῦτο τετρακόσια περίπου στρέμματα, τὰ ὁποῖα θὰ περιφραχθῶσι καὶ διαμορφωθῶσι καταλλήλως.: [873, 1120, 987, 1279]
- article-heading: Η ΑΠΕΡΓΙΑ ΤΗΣ ΜΑΣΣΑΛΙΑΣ: [312, 482, 467, 512]
- article-heading: ΑΙ ΤΑΡΑΧΑΙ ΤΗΣ ΟΥΓΓΑΡΙΑΣ: [312, 321, 467, 350]
- article-heading: Η ΕΠΙΤΡΟΠΗ ΤΩΝ ΟΛΥΜΠΙΑΚΩΝ ΑΓΩΝΩΝ: [873, 430, 987, 472]
- paragraph: ΘΕΣΣΑΛΟΝΙΚΗ, 8 Μαρτίου (Δι᾿ ἰδιαιτέρου ὁδοῦ). Ὁ Σεϊφουλλὰχ ἀφιχθεὶς εἰς Ἐλασσῶνα ἐπεθεώρησε τὰς στρατιωτικὰς δυνάμεις τὰς ἐκεῖ στρατωνισμένας, ὅπως ἐπεθεώρησε τὴν ἐκεῖ στρατιὰν.: [704, 1065, 862, 1151]
- article-heading: ΤΟ ΤΑΧΥΔΡΟΜΕΙΟΝ ΠΕΙΡΑΙΩΣ: [873, 1674, 987, 1717]
- paragraph: ΘΕΣΣΑΛΟΝΙΚΗ, 8 Μαρτίου (Δι᾿ ἰδιαιτέρου ὁδοῦ). Εἰς τὴν Ἀλβανίαν συνελήφθησαν πέντε πρόκριτοι, εἴτινες θὰ ἐξορισθῶσιν εἰς Ὑεμένην.: [478, 599, 692, 648]
